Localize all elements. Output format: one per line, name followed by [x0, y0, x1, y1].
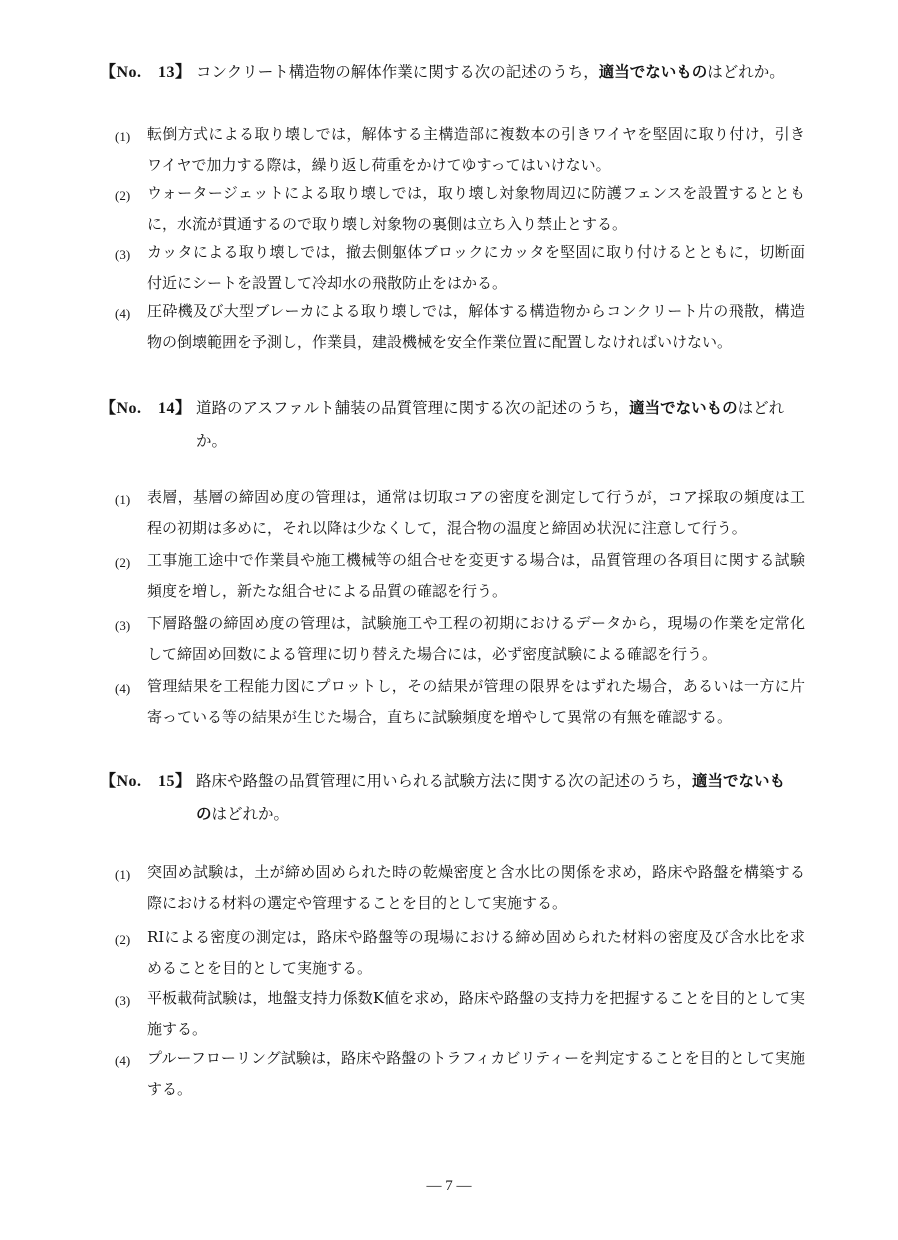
q15-option-1: (1) 突固め試験は，土が締め固められた時の乾燥密度と含水比の関係を求め，路床や路盤を構築する際における材料の選定や管理することを目的として実施する。	[115, 863, 805, 912]
question-13-header	[100, 56, 800, 89]
q13-option-3: (3) カッタによる取り壊しでは，撤去側躯体ブロックにカッタを堅固に取り付けるとともに，切断面付近にシートを設置して冷却水の飛散防止をはかる。	[115, 243, 805, 292]
emphasis-not-appropriate: 適当でないもの	[629, 399, 738, 417]
page-number: — 7 —	[426, 1178, 472, 1194]
q13-option-4: (4) 圧砕機及び大型ブレーカによる取り壊しでは，解体する構造物からコンクリート片の飛散，構造物の倒壊範囲を予測し，作業員，建設機械を安全作業位置に配置しなければいけない。	[115, 302, 805, 351]
question-14-number: 【No. 14】	[100, 400, 192, 417]
q14-option-4: (4) 管理結果を工程能力図にプロットし，その結果が管理の限界をはずれた場合，あるいは一方に片寄っている等の結果が生じた場合，直ちに試験頻度を増やして異常の有無を確認する。	[115, 677, 805, 726]
q14-option-2: (2) 工事施工途中で作業員や施工機械等の組合せを変更する場合は，品質管理の各項目に関する試験頻度を増し，新たな組合せによる品質の確認を行う。	[115, 551, 805, 600]
question-13-stem: コンクリート構造物の解体作業に関する次の記述のうち，適当でないものはどれか。	[196, 63, 785, 81]
q15-option-3: (3) 平板載荷試験は，地盤支持力係数K値を求め，路床や路盤の支持力を把握することを目的として実施する。	[115, 989, 805, 1038]
emphasis-not-appropriate: 適当でないもの	[196, 772, 786, 823]
question-13-number: 【No. 13】	[100, 64, 192, 81]
q15-option-4: (4) プルーフローリング試験は，路床や路盤のトラフィカビリティーを判定することを目的として実施する。	[115, 1049, 805, 1098]
question-14-stem: 道路のアスファルト舗装の品質管理に関する次の記述のうち，適当でないものはどれか。	[196, 399, 785, 450]
question-14-header	[100, 392, 800, 458]
question-15-header	[100, 765, 800, 831]
q14-option-1: (1) 表層，基層の締固め度の管理は，通常は切取コアの密度を測定して行うが，コア採取の頻度は工程の初期は多めに，それ以降は少なくして，混合物の温度と締固め状況に注意して行う。	[115, 488, 805, 537]
question-15-number: 【No. 15】	[100, 773, 192, 790]
q13-option-1: (1) 転倒方式による取り壊しでは，解体する主構造部に複数本の引きワイヤを堅固に取り付け，引きワイヤで加力する際は，繰り返し荷重をかけてゆすってはいけない。	[115, 125, 805, 174]
question-15-stem: 路床や路盤の品質管理に用いられる試験方法に関する次の記述のうち，適当でないものはどれか。	[196, 772, 786, 823]
q13-option-2: (2) ウォータージェットによる取り壊しでは，取り壊し対象物周辺に防護フェンスを設置するとともに，水流が貫通するので取り壊し対象物の裏側は立ち入り禁止とする。	[115, 184, 805, 233]
emphasis-not-appropriate: 適当でないもの	[598, 63, 708, 81]
q15-option-2: (2) RIによる密度の測定は，路床や路盤等の現場における締め固められた材料の密度及び含水比を求めることを目的として実施する。	[115, 928, 805, 977]
q14-option-3: (3) 下層路盤の締固め度の管理は，試験施工や工程の初期におけるデータから，現場の作業を定常化して締固め回数による管理に切り替えた場合には，必ず密度試験による確認を行う。	[115, 614, 805, 663]
